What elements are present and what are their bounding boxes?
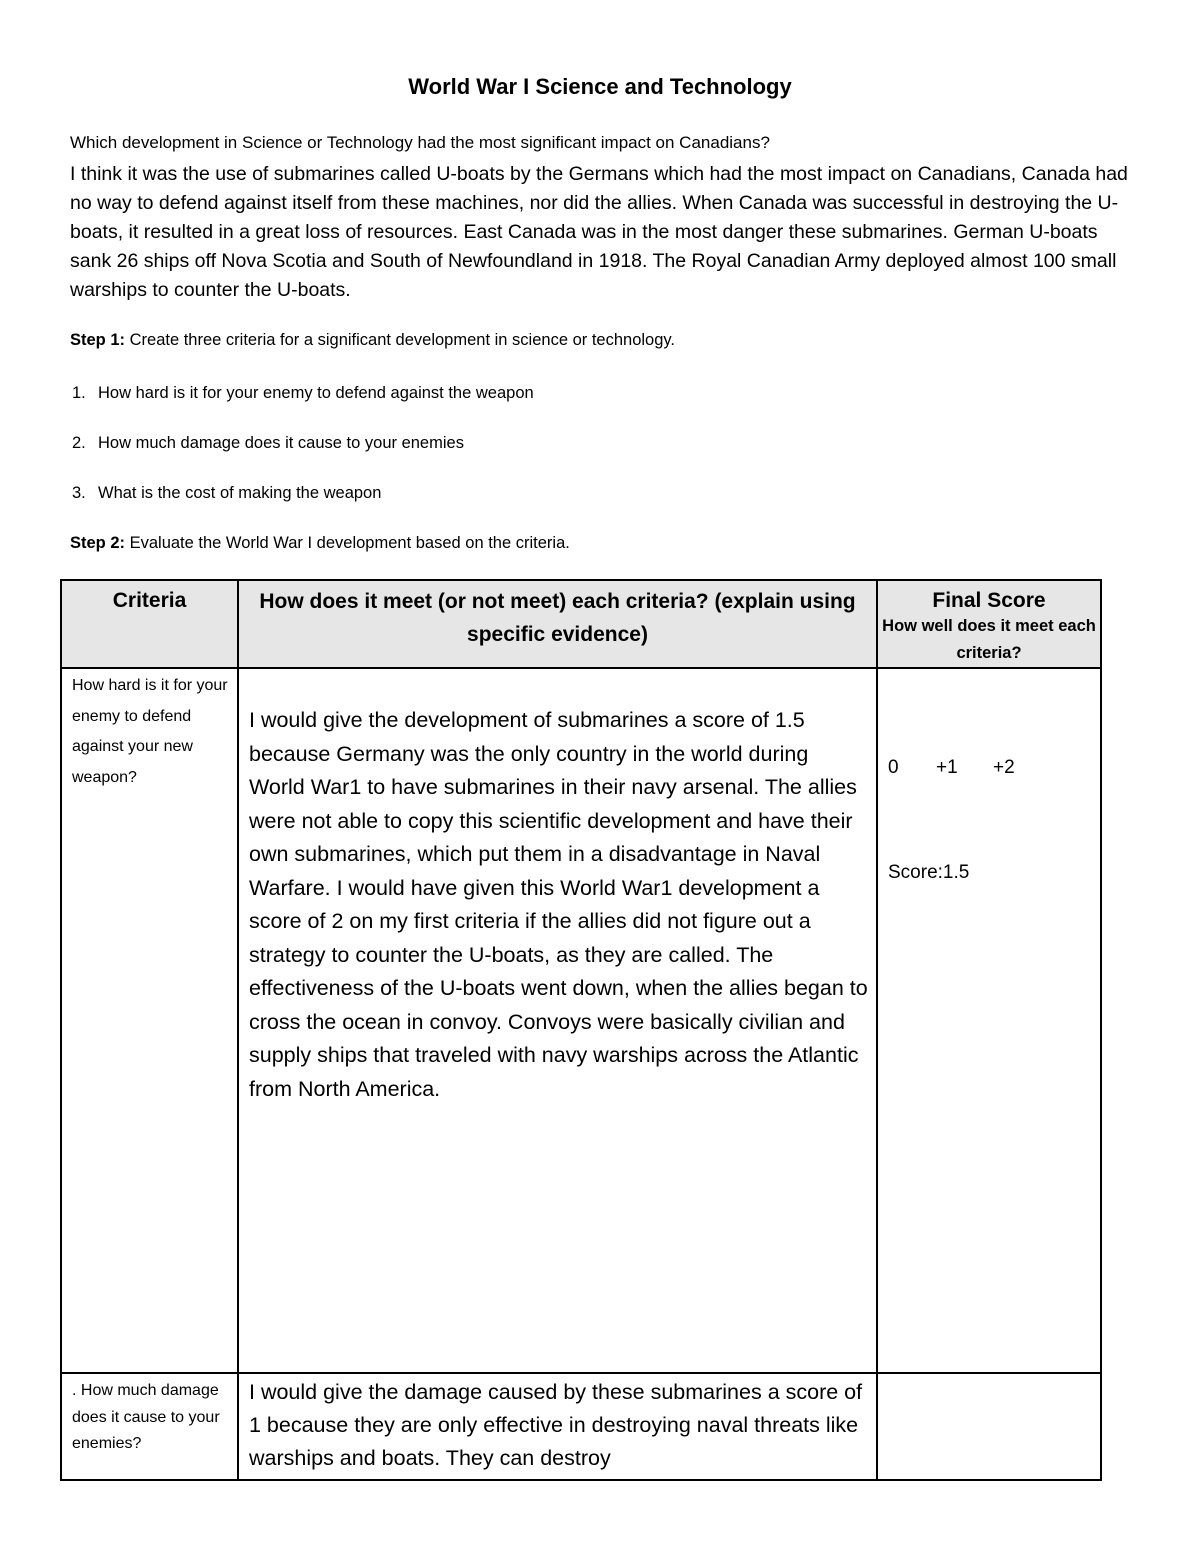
page-title: World War I Science and Technology (408, 74, 792, 99)
guiding-question: Which development in Science or Technology had the most significant impact on Canadians? (70, 133, 770, 152)
criteria-text: How hard is it for your enemy to defend against the weapon (98, 384, 534, 402)
step-1-label: Step 1: (70, 331, 126, 349)
table-row (61, 668, 1101, 1373)
score-value: Score:1.5 (888, 862, 970, 883)
row-criteria: . How much damage does it cause to your enemies? (61, 1373, 238, 1480)
step-1 (70, 331, 675, 350)
step-1-text: Create three criteria for a significant development in science or technology. (129, 331, 676, 349)
header-final-score (877, 580, 1101, 668)
row-score-cell (877, 668, 1101, 1373)
criteria-number: 2. (72, 434, 86, 452)
criteria-number: 1. (72, 384, 86, 402)
criteria-number: 3. (72, 484, 86, 502)
evaluation-table (60, 579, 1102, 1481)
row-score-cell (877, 1373, 1101, 1480)
table-header-row (61, 580, 1101, 668)
step-2-label: Step 2: (70, 534, 126, 552)
header-final-title: Final Score (932, 589, 1046, 612)
scale-option-2: +2 (993, 757, 1015, 778)
step-2-text: Evaluate the World War I development based on the criteria. (129, 534, 570, 552)
header-final-subtitle: How well does it meet each criteria? (882, 617, 1096, 662)
step-2 (70, 534, 570, 553)
scale-option-1: +1 (936, 757, 958, 778)
criteria-item-3 (72, 484, 381, 503)
row-evidence: I would give the damage caused by these submarines a score of 1 because they are only effective in destroying naval threats like warships and boats. They can destroy (238, 1373, 877, 1480)
row-evidence: I would give the development of submarines a score of 1.5 because Germany was the only country in the world during World War1 to have submarines in their navy arsenal. The allies were not able to copy this scientific development and have their own submarines, which put them in a disadvantage in Naval Warfare. I would have given this World War1 development a score of 2 on my first criteria if the allies did not figure out a strategy to counter the U-boats, as they are called. The effectiveness of the U-boats went down, when the allies began to cross the ocean in convoy. Convoys were basically civilian and supply ships that traveled with navy warships across the Atlantic from North America. (238, 668, 877, 1373)
scale-option-0: 0 (888, 757, 899, 778)
criteria-text: What is the cost of making the weapon (98, 484, 382, 502)
criteria-item-1 (72, 384, 534, 403)
header-evidence: How does it meet (or not meet) each criteria? (explain using specific evidence) (238, 580, 877, 668)
answer-paragraph: I think it was the use of submarines called U-boats by the Germans which had the most impact on Canadians, Canada had no way to defend against itself from these machines, nor did the allies. When Canada was successful in destroying the U-boats, it resulted in a great loss of resources. East Canada was in the most danger these submarines. German U-boats sank 26 ships off Nova Scotia and South of Newfoundland in 1918. The Royal Canadian Army deployed almost 100 small warships to counter the U-boats. (70, 163, 1128, 301)
criteria-item-2 (72, 434, 464, 453)
row-criteria: How hard is it for your enemy to defend against your new weapon? (61, 668, 238, 1373)
header-criteria: Criteria (61, 580, 238, 668)
table-row (61, 1373, 1101, 1480)
criteria-text: How much damage does it cause to your enemies (98, 434, 464, 452)
